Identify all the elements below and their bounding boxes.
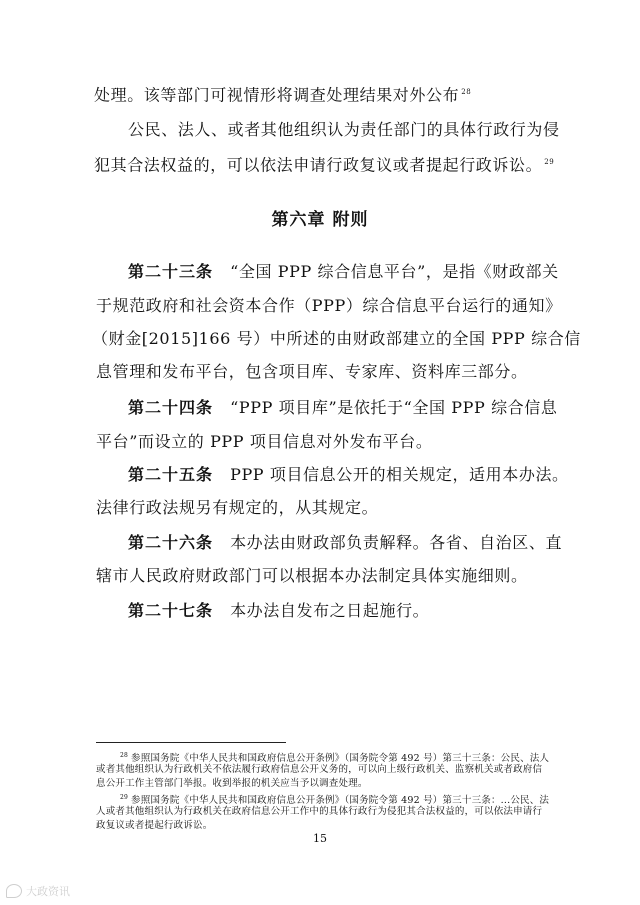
footnote-29-line-3: 政复议或者提起行政诉讼。 bbox=[96, 820, 213, 831]
article-label: 第二十六条 bbox=[128, 533, 214, 552]
weibo-logo-icon bbox=[6, 884, 22, 898]
chapter-title: 第六章 附则 bbox=[271, 210, 369, 230]
footnote-28-line-2: 或者其他组织认为行政机关不依法履行政府信息公开义务的，可以向上级行政机关、监察机关或者政府信 bbox=[96, 764, 543, 775]
article-24-line-1: 第二十四条 “PPP 项目库”是依托于“全国 PPP 综合信息 bbox=[128, 398, 558, 417]
article-25-line-2: 法律行政法规另有规定的，从其规定。 bbox=[96, 498, 379, 517]
article-23-line-2: 于规范政府和社会资本合作（PPP）综合信息平台运行的通知》 bbox=[96, 296, 562, 315]
body-line-3: 犯其合法权益的，可以依法申请行政复议或者提起行政诉讼。 $^{29}$ bbox=[94, 155, 555, 175]
footnote-29-line-2: 人或者其他组织认为行政机关在政府信息公开工作中的具体行政行为侵犯其合法权益的，可以依法申请行 bbox=[96, 806, 543, 817]
article-26-line-2: 辖市人民政府财政部门可以根据本办法制定具体实施细则。 bbox=[96, 566, 528, 585]
footnote-divider bbox=[96, 742, 286, 743]
footnote-28-line-3: 息公开工作主管部门举报。收到举报的机关应当予以调查处理。 bbox=[96, 778, 368, 789]
article-label: 第二十四条 bbox=[128, 398, 214, 417]
watermark bbox=[6, 883, 70, 899]
footnote-ref-28[interactable]: 28 bbox=[461, 88, 472, 96]
footnote-ref-29[interactable]: 29 bbox=[544, 158, 555, 166]
footnote-29-line-1: $^{29}$ 参照国务院《中华人民共和国政府信息公开条例》（国务院令第 492 号）第三十三条：...公民、法 bbox=[120, 794, 550, 807]
article-25-line-1: 第二十五条 PPP 项目信息公开的相关规定，适用本办法。 bbox=[128, 465, 569, 484]
body-line-1: 处理。该等部门可视情形将调查处理结果对外公布 $^{28}$ bbox=[94, 85, 472, 105]
article-23-line-4: 息管理和发布平台，包含项目库、专家库、资料库三部分。 bbox=[96, 362, 528, 381]
article-24-line-2: 平台”而设立的 PPP 项目信息对外发布平台。 bbox=[96, 432, 433, 451]
watermark-text: 大政资讯 bbox=[26, 885, 70, 898]
page-number: 15 bbox=[313, 832, 327, 845]
footnote-number: 28 bbox=[120, 752, 129, 759]
article-label: 第二十五条 bbox=[128, 465, 214, 484]
article-label: 第二十七条 bbox=[128, 601, 214, 620]
article-27-line-1: 第二十七条 本办法自发布之日起施行。 bbox=[128, 601, 430, 620]
article-23-line-1: 第二十三条 “全国 PPP 综合信息平台”，是指《财政部关 bbox=[128, 262, 559, 281]
article-label: 第二十三条 bbox=[128, 262, 214, 281]
footnote-28-line-1: $^{28}$ 参照国务院《中华人民共和国政府信息公开条例》（国务院令第 492 号）第三十三条：公民、法人 bbox=[120, 752, 550, 765]
footnote-number: 29 bbox=[120, 794, 129, 801]
body-line-2: 公民、法人、或者其他组织认为责任部门的具体行政行为侵 bbox=[128, 120, 560, 139]
article-23-line-3: （财金[2015]166 号）中所述的由财政部建立的全国 PPP 综合信 bbox=[92, 329, 581, 348]
article-26-line-1: 第二十六条 本办法由财政部负责解释。各省、自治区、直 bbox=[128, 533, 563, 552]
